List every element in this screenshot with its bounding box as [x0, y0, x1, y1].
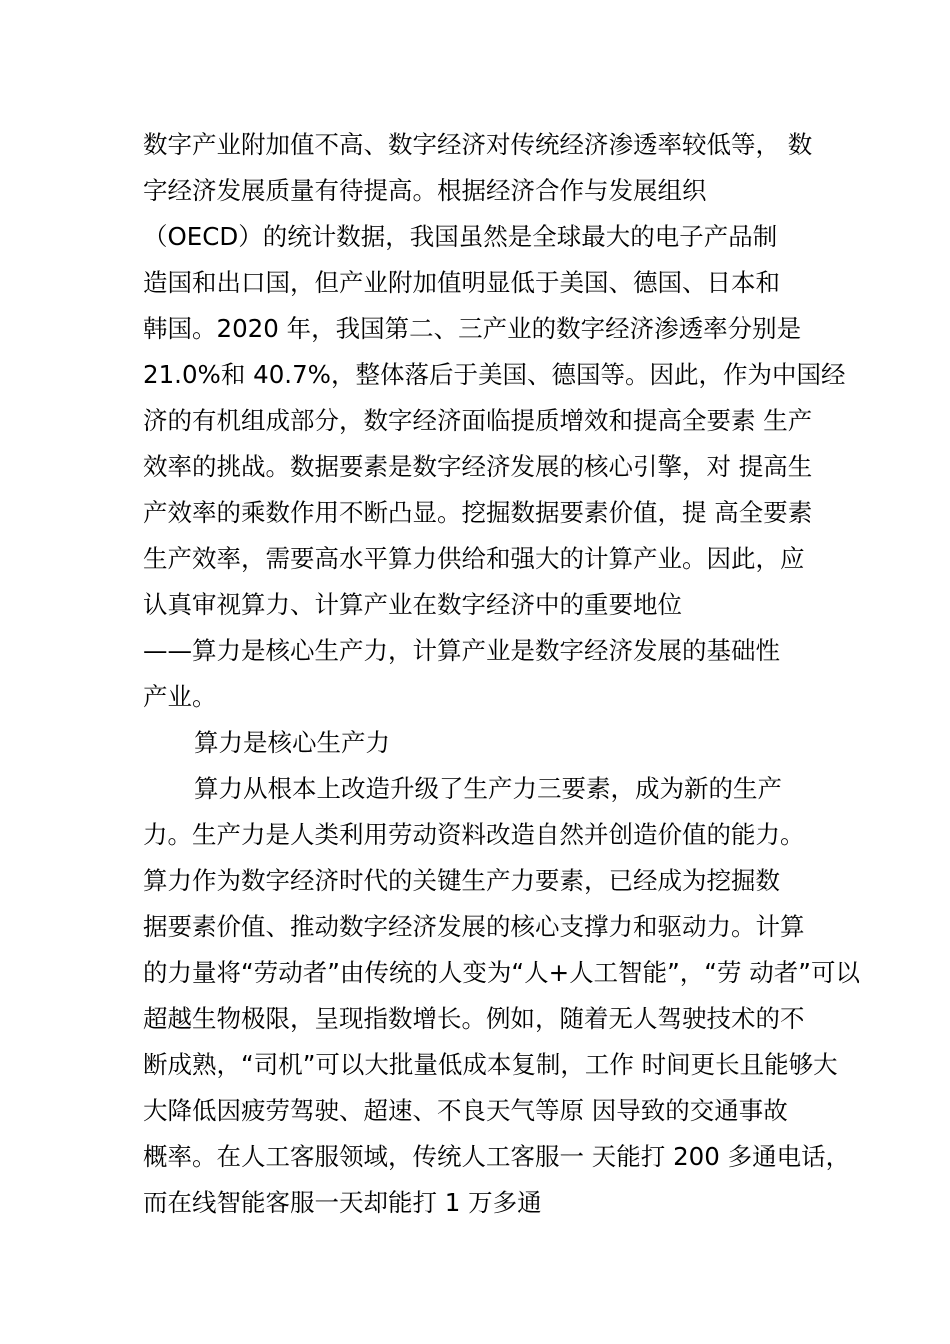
text-line: 造国和出口国，但产业附加值明显低于美国、德国、日本和 — [143, 268, 780, 297]
text-line: 而在线智能客服一天却能打 1 万多通 — [143, 1188, 542, 1217]
section-heading: 算力是核心生产力 — [194, 728, 390, 757]
text-line: 超越生物极限，呈现指数增长。例如，随着无人驾驶技术的不 — [143, 1004, 805, 1033]
text-line: 21.0%和 40.7%，整体落后于美国、德国等。因此，作为中国经 — [143, 360, 846, 389]
text-line: 济的有机组成部分，数字经济面临提质增效和提高全要素 生产 — [143, 406, 813, 435]
text-line: 大降低因疲劳驾驶、超速、不良天气等原 因导致的交通事故 — [143, 1096, 788, 1125]
text-line: 力。生产力是人类利用劳动资料改造自然并创造价值的能力。 — [143, 820, 805, 849]
text-line: 据要素价值、推动数字经济发展的核心支撑力和驱动力。计算 — [143, 912, 805, 941]
text-line: （OECD）的统计数据，我国虽然是全球最大的电子产品制 — [143, 222, 778, 251]
text-line: 效率的挑战。数据要素是数字经济发展的核心引擎，对 提高生 — [143, 452, 813, 481]
text-line: 算力作为数字经济时代的关键生产力要素，已经成为挖掘数 — [143, 866, 780, 895]
text-line: 产效率的乘数作用不断凸显。挖掘数据要素价值，提 高全要素 — [143, 498, 813, 527]
body-text — [143, 122, 863, 1226]
text-line: ——算力是核心生产力，计算产业是数字经济发展的基础性 — [143, 636, 780, 665]
text-line: 概率。在人工客服领域，传统人工客服一 天能打 200 多通电话， — [143, 1142, 851, 1171]
text-line: 韩国。2020 年，我国第二、三产业的数字经济渗透率分别是 — [143, 314, 802, 343]
text-line: 认真审视算力、计算产业在数字经济中的重要地位 — [143, 590, 682, 619]
text-line: 生产效率，需要高水平算力供给和强大的计算产业。因此，应 — [143, 544, 805, 573]
text-line: 数字产业附加值不高、数字经济对传统经济渗透率较低等， 数 — [143, 130, 813, 159]
paragraph-first-line: 算力从根本上改造升级了生产力三要素，成为新的生产 — [194, 774, 782, 803]
text-line: 字经济发展质量有待提高。根据经济合作与发展组织 — [143, 176, 707, 205]
text-line: 的力量将“劳动者”由传统的人变为“人+人工智能”，“劳 动者”可以 — [143, 958, 860, 987]
text-line: 断成熟，“司机”可以大批量低成本复制，工作 时间更长且能够大 — [143, 1050, 838, 1079]
text-line: 产业。 — [143, 682, 217, 711]
